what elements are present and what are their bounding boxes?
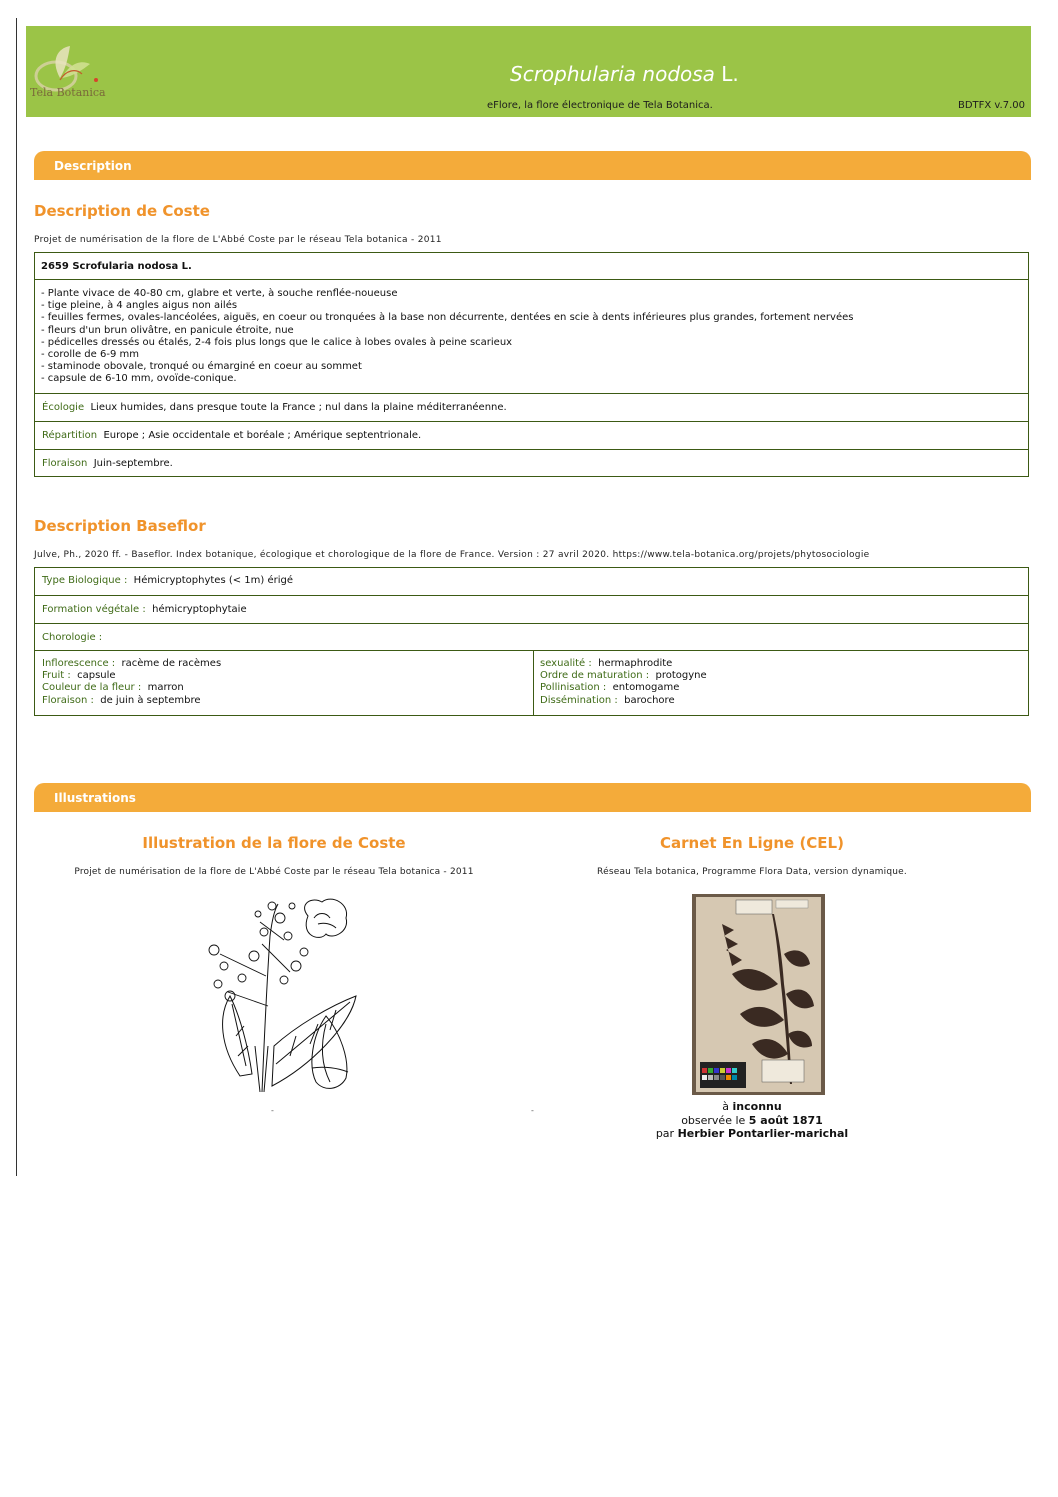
coste-line-drawing[interactable] <box>200 896 360 1092</box>
species-author: L. <box>721 62 739 86</box>
floraison-label: Floraison <box>42 458 88 469</box>
trait-line: - fleurs d'un brun olivâtre, en panicule étroite, nue <box>41 324 294 336</box>
chorologie-row <box>34 623 1029 651</box>
page-title <box>510 62 739 86</box>
trait-row: Dissémination : barochore <box>540 694 675 706</box>
floraison-value: Juin-septembre. <box>93 458 173 469</box>
logo-text: Tela Botanica <box>30 86 106 99</box>
cel-source: Réseau Tela botanica, Programme Flora Data, version dynamique. <box>597 867 907 877</box>
repartition-value: Europe ; Asie occidentale et boréale ; Amérique septentrionale. <box>103 430 422 441</box>
traits-divider <box>533 651 534 715</box>
trait-row: Fruit : capsule <box>42 670 116 682</box>
trait-row: Ordre de maturation : protogyne <box>540 670 707 682</box>
trait-row: Floraison : de juin à septembre <box>42 694 201 706</box>
chorologie-label: Chorologie : <box>42 632 103 643</box>
trait-line: - corolle de 6-9 mm <box>41 349 139 361</box>
trait-line: - Plante vivace de 40-80 cm, glabre et verte, à souche renflée-noueuse <box>41 288 398 299</box>
trait-line: - capsule de 6-10 mm, ovoïde-conique. <box>41 373 237 385</box>
date-prefix: observée le <box>681 1113 746 1127</box>
coste-source: Projet de numérisation de la flore de L'Abbé Coste par le réseau Tela botanica - 2011 <box>34 235 442 245</box>
page-left-rule <box>16 18 17 1176</box>
observation-location: inconnu <box>732 1100 782 1113</box>
coste-illustration-source: Projet de numérisation de la flore de L'Abbé Coste par le réseau Tela botanica - 2011 <box>74 867 474 877</box>
trait-line: - tige pleine, à 4 angles aigus non ailés <box>41 300 238 312</box>
type-biologique-row <box>34 567 1029 596</box>
species-name: Scrophularia nodosa <box>510 62 715 86</box>
cel-heading: Carnet En Ligne (CEL) <box>660 834 844 852</box>
herbarium-specimen-photo[interactable] <box>692 894 825 1095</box>
formation-value: hémicryptophytaie <box>152 604 247 615</box>
description-band <box>34 151 1031 180</box>
coste-title-box <box>34 252 1029 280</box>
ecologie-row <box>34 393 1029 422</box>
formation-row <box>34 595 1029 624</box>
observation-date: 5 août 1871 <box>748 1113 823 1127</box>
baseflor-source: Julve, Ph., 2020 ff. - Baseflor. Index botanique, écologique et chorologique de la flore de France. Version : 27 avril 2020. https://www.tela-botanica.org/projets/phytosociologie <box>34 550 870 560</box>
type-biologique-value: Hémicryptophytes (< 1m) érigé <box>133 575 294 586</box>
trait-row: Couleur de la fleur : marron <box>42 682 184 694</box>
type-biologique-label: Type Biologique : <box>42 575 128 586</box>
cel-observation-caption <box>560 1100 944 1141</box>
repartition-row <box>34 421 1029 450</box>
version-label: BDTFX v.7.00 <box>957 100 1025 111</box>
floraison-row <box>34 449 1029 477</box>
description-band-label: Description <box>54 159 132 173</box>
location-prefix: à <box>722 1100 730 1113</box>
formation-label: Formation végétale : <box>42 604 146 615</box>
trait-line: - pédicelles dressés ou étalés, 2-4 fois plus longs que le calice à lobes ovales à peine scarieux <box>41 336 513 348</box>
ecologie-value: Lieux humides, dans presque toute la France ; nul dans la plaine méditerranéenne. <box>90 402 507 413</box>
trait-row: Pollinisation : entomogame <box>540 682 680 694</box>
page-subtitle: eFlore, la flore électronique de Tela Botanica. <box>487 100 713 111</box>
illustrations-band <box>34 783 1031 812</box>
baseflor-heading: Description Baseflor <box>34 517 206 535</box>
traits-right <box>540 658 707 707</box>
observation-author[interactable]: Herbier Pontarlier-marichal <box>677 1127 849 1140</box>
traits-grid <box>34 650 1029 716</box>
trait-line: - feuilles fermes, ovales-lancéolées, aiguës, en coeur ou tronquées à la base non décurrente, dentées en scie à dents inférieures plus grandes, fortement nervées <box>41 312 854 324</box>
coste-illustration-heading: Illustration de la flore de Coste <box>142 834 406 852</box>
repartition-label: Répartition <box>42 430 98 441</box>
ecologie-label: Écologie <box>42 402 85 413</box>
traits-left <box>42 658 221 707</box>
coste-title: 2659 Scrofularia nodosa L. <box>41 261 192 272</box>
coste-illustration-dot: - <box>271 1106 274 1115</box>
page-header <box>26 26 1031 117</box>
illustrations-band-label: Illustrations <box>54 791 136 805</box>
trait-row: Inflorescence : racème de racèmes <box>42 658 222 669</box>
cel-divider-dot: - <box>531 1106 534 1115</box>
author-prefix: par <box>655 1127 675 1140</box>
trait-line: - staminode obovale, tronqué ou émarginé en coeur au sommet <box>41 361 362 373</box>
coste-heading: Description de Coste <box>34 202 210 220</box>
trait-row: sexualité : hermaphrodite <box>540 658 673 669</box>
coste-traits-box <box>34 279 1029 394</box>
